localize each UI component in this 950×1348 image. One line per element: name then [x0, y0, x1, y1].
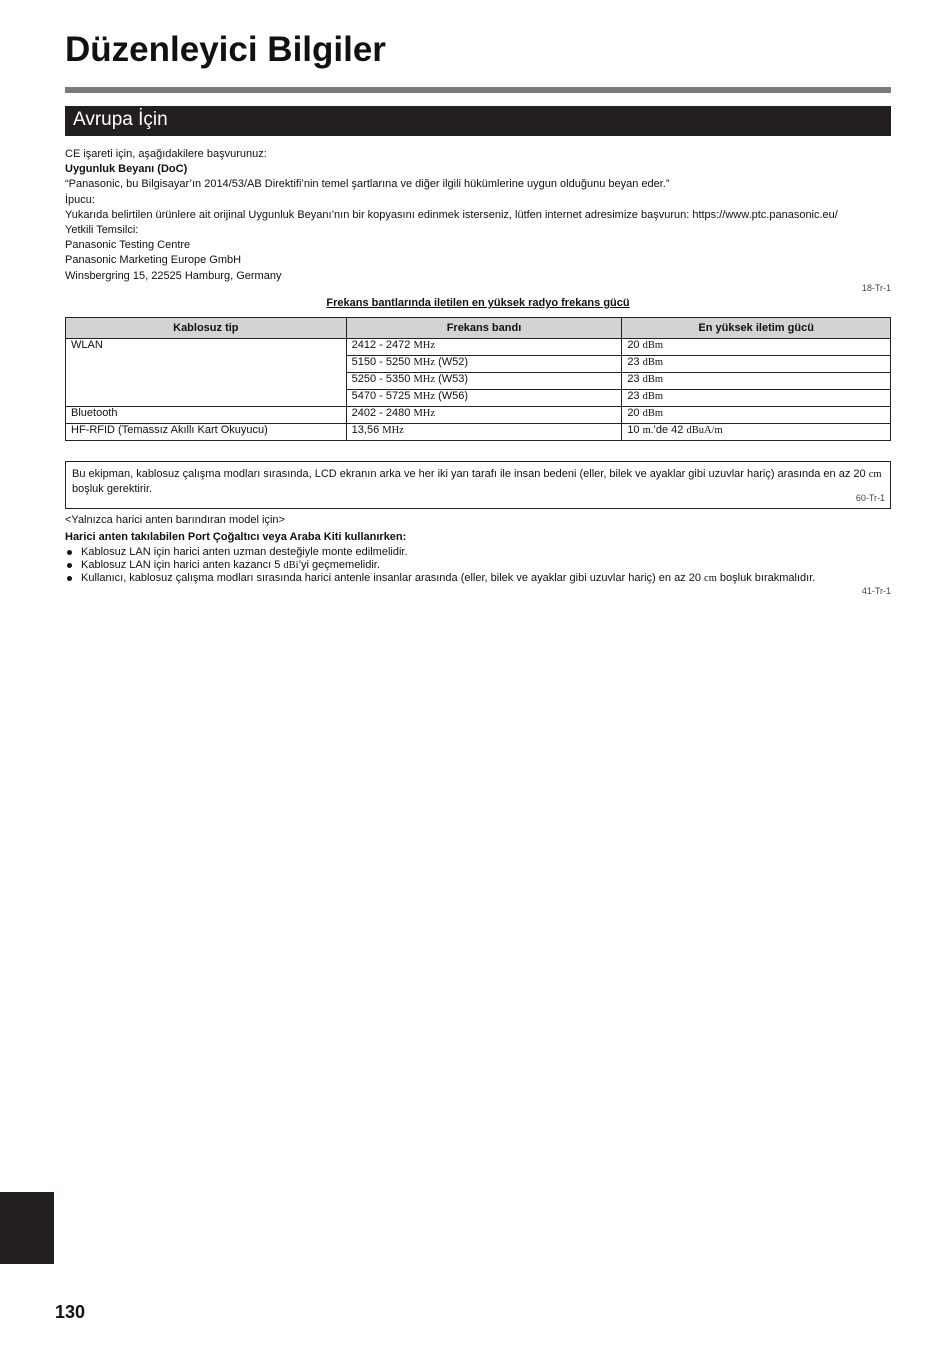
reference-code: 60-Tr-1: [855, 493, 885, 503]
notice-text: Bu ekipman, kablosuz çalışma modları sırasında, LCD ekranın arka ve her iki yan tarafı ile insan bedeni (eller, bilek ve ayaklar gibi uzuvlar hariç) arasında en az 20 cm boşluk gerektirir.: [72, 468, 882, 495]
power-cell: 23 dBm: [622, 390, 891, 407]
page-title: Düzenleyici Bilgiler: [65, 30, 386, 69]
frequency-table: [65, 317, 891, 441]
doc-statement: “Panasonic, bu Bilgisayar’ın 2014/53/AB Direktifi’nin temel şartlarına ve diğer ilgili hükümlerine uygun olduğunu beyan eder.”: [65, 178, 670, 191]
reference-code: 41-Tr-1: [861, 586, 891, 596]
section-header: [65, 106, 891, 136]
power-cell: 20 dBm: [622, 407, 891, 424]
power-cell: 20 dBm: [622, 339, 891, 356]
wireless-type-cell: HF-RFID (Temassız Akıllı Kart Okuyucu): [66, 424, 347, 441]
chapter-tab: [0, 1192, 54, 1264]
representative-label: Yetkili Temsilci:: [65, 224, 139, 237]
table-row: [66, 339, 891, 356]
ce-line: CE işareti için, aşağıdakilere başvurunuz:: [65, 148, 267, 160]
antenna-heading: Harici anten takılabilen Port Çoğaltıcı veya Araba Kiti kullanırken:: [65, 531, 407, 543]
column-header: Kablosuz tip: [66, 318, 347, 339]
model-note: <Yalnızca harici anten barındıran model için>: [65, 514, 285, 526]
frequency-cell: 2402 - 2480 MHz: [346, 407, 622, 424]
tip-text: Yukarıda belirtilen ürünlere ait orijinal Uygunluk Beyanı’nın bir kopyasını edinmek isterseniz, lütfen internet adresimize başvurun: https://www.ptc.panasonic.eu/: [65, 208, 838, 221]
table-row: [66, 407, 891, 424]
power-cell: 23 dBm: [622, 373, 891, 390]
wireless-type-cell: Bluetooth: [66, 407, 347, 424]
frequency-cell: 5150 - 5250 MHz (W52): [346, 356, 622, 373]
antenna-bullet-list: [65, 546, 815, 585]
address-line: Panasonic Marketing Europe GmbH: [65, 254, 242, 267]
column-header: En yüksek iletim gücü: [622, 318, 891, 339]
power-cell: 10 m.’de 42 dBuA/m: [622, 424, 891, 441]
list-item: Kablosuz LAN için harici anten kazancı 5 dBi’yi geçmemelidir.: [65, 559, 815, 572]
section-title: Avrupa İçin: [73, 109, 168, 130]
address-line: Winsbergring 15, 22525 Hamburg, Germany: [65, 269, 282, 282]
table-row: [66, 424, 891, 441]
page-number: 130: [55, 1302, 86, 1322]
reference-code: 18-Tr-1: [861, 283, 891, 293]
title-rule: [65, 87, 891, 93]
power-cell: 23 dBm: [622, 356, 891, 373]
frequency-cell: 13,56 MHz: [346, 424, 622, 441]
wireless-type-cell: WLAN: [66, 339, 347, 407]
list-item: Kullanıcı, kablosuz çalışma modları sırasında harici antenle insanlar arasında (eller, bilek ve ayaklar gibi uzuvlar hariç) en az 20 cm boşluk bırakmalıdır.: [65, 572, 815, 585]
address-line: Panasonic Testing Centre: [65, 239, 191, 252]
table-title: Frekans bantlarında iletilen en yüksek radyo frekans gücü: [326, 297, 630, 309]
frequency-cell: 2412 - 2472 MHz: [346, 339, 622, 356]
intro-block: [65, 147, 891, 284]
tip-label: İpucu:: [65, 193, 95, 206]
frequency-cell: 5470 - 5725 MHz (W56): [346, 390, 622, 407]
spacing-notice-box: [65, 461, 891, 509]
doc-heading: Uygunluk Beyanı (DoC): [65, 163, 188, 176]
table-header-row: [66, 318, 891, 339]
column-header: Frekans bandı: [346, 318, 622, 339]
list-item: Kablosuz LAN için harici anten uzman desteğiyle monte edilmelidir.: [65, 546, 815, 559]
frequency-cell: 5250 - 5350 MHz (W53): [346, 373, 622, 390]
